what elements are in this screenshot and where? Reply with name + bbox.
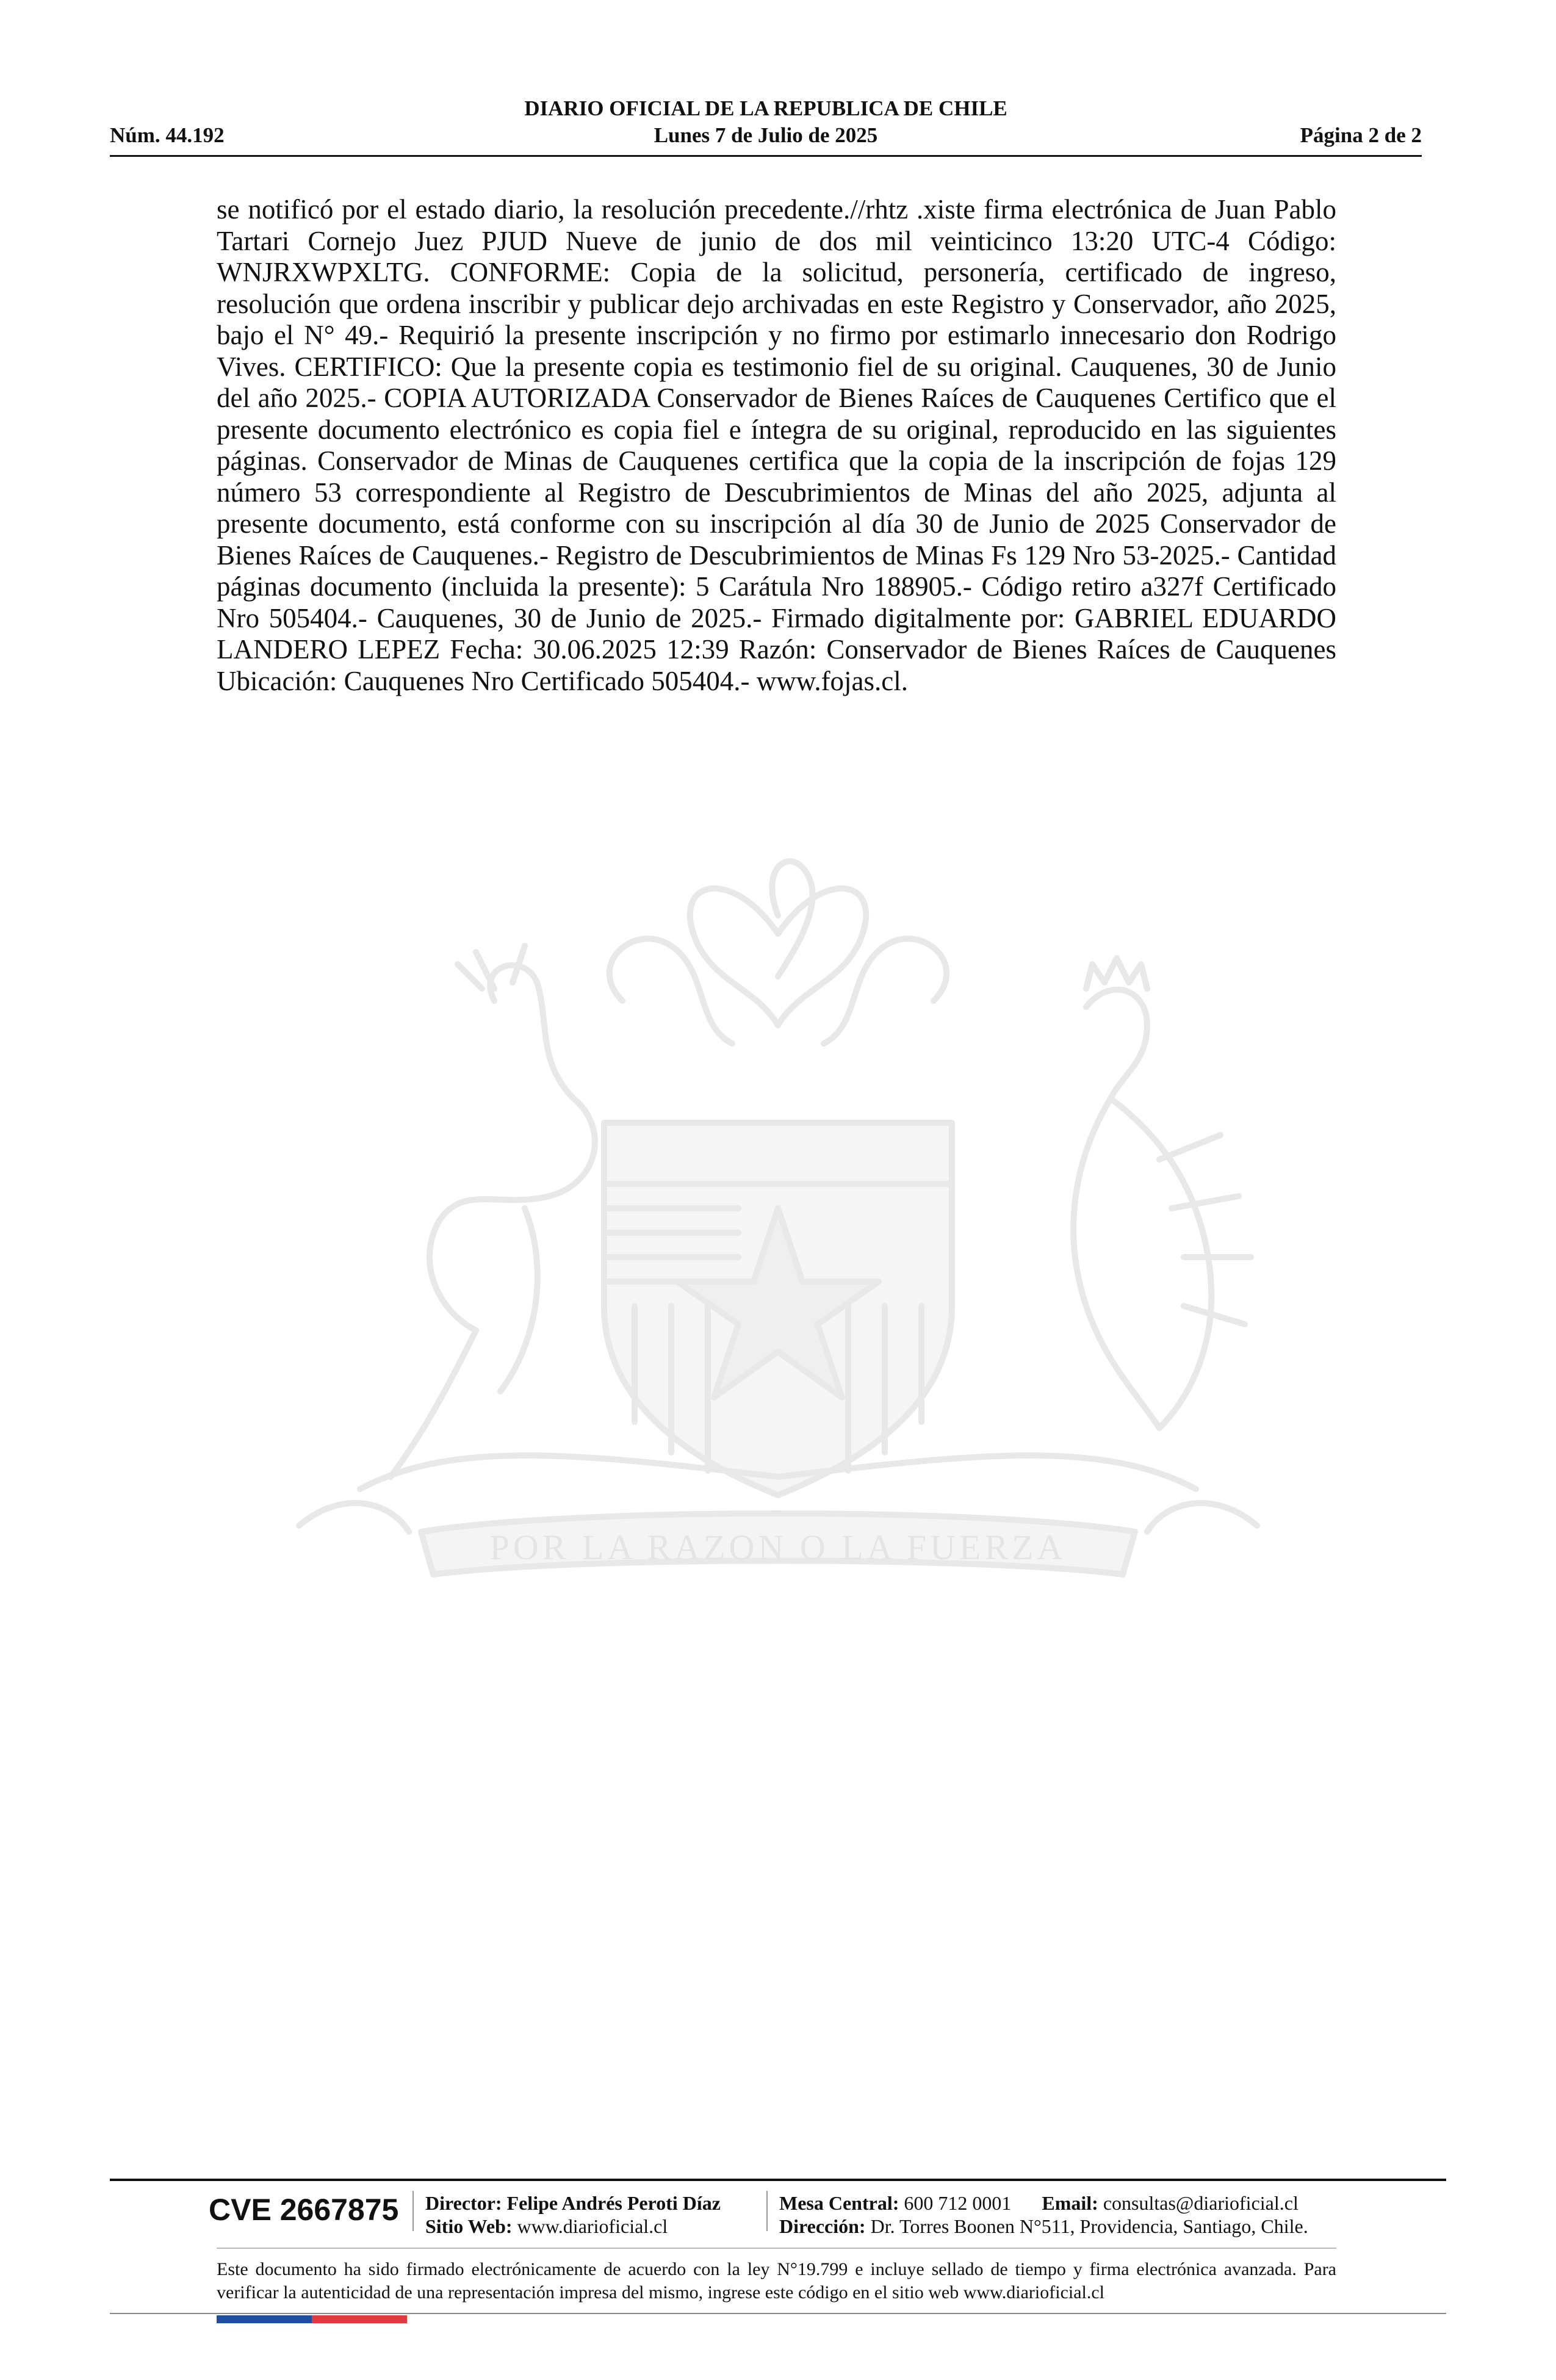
footer-director-block [425, 2191, 721, 2238]
page-indicator: Página 2 de 2 [1300, 123, 1422, 147]
footer-separator [412, 2191, 414, 2231]
flag-stripe-red [312, 2315, 407, 2323]
phone-number: 600 712 0001 [904, 2192, 1012, 2214]
newspaper-title: DIARIO OFICIAL DE LA REPUBLICA DE CHILE [524, 96, 1007, 120]
email-link[interactable]: consultas@diarioficial.cl [1103, 2192, 1298, 2214]
seal-motto: POR LA RAZON O LA FUERZA [489, 1527, 1067, 1567]
issue-date: Lunes 7 de Julio de 2025 [654, 123, 878, 147]
document-body-text: se notificó por el estado diario, la resolución precedente.//rhtz .xiste firma electrónica de Juan Pablo Tartari Cornejo Juez PJUD Nueve de junio de dos mil veinticinco 13:20 UTC-4 Código: WNJRXWPXLTG. CONFORME: Copia de la solicitud, personería, certificado de ingreso, resolución que ordena inscribir y publicar dejo archivadas en este Registro y Conservador, año 2025, bajo el N° 49.- Requirió la presente inscripción y no firmo por estimarlo innecesario don Rodrigo Vives. CERTIFICO: Que la presente copia es testimonio fiel de su original. Cauquenes, 30 de Junio del año 2025.- COPIA AUTORIZADA Conservador de Bienes Raíces de Cauquenes Certifico que el presente documento electrónico es copia fiel e íntegra de su original, reproducido en las siguientes páginas. Conservador de Minas de Cauquenes certifica que la copia de la inscripción de fojas 129 número 53 correspondiente al Registro de Descubrimientos de Minas del año 2025, adjunta al presente documento, está conforme con su inscripción al día 30 de Junio de 2025 Conservador de Bienes Raíces de Cauquenes.- Registro de Descubrimientos de Minas Fs 129 Nro 53-2025.- Cantidad páginas documento (incluida la presente): 5 Carátula Nro 188905.- Código retiro a327f Certificado Nro 505404.- Cauquenes, 30 de Junio de 2025.- Firmado digitalmente por: GABRIEL EDUARDO LANDERO LEPEZ Fecha: 30.06.2025 12:39 Razón: Conservador de Bienes Raíces de Cauquenes Ubicación: Cauquenes Nro Certificado 505404.- www.fojas.cl. [217, 194, 1336, 696]
footer-contact-block [779, 2191, 1308, 2238]
phone-label: Mesa Central: [779, 2192, 899, 2214]
footer-divider-top [110, 2179, 1446, 2181]
signature-notice: Este documento ha sido firmado electrónicamente de acuerdo con la ley N°19.799 e incluye sellado de tiempo y firma electrónica avanzada. Para verificar la autenticidad de una representación impresa del mismo, ingrese este código en el sitio web www.diarioficial.cl [217, 2259, 1336, 2302]
flag-stripe [217, 2315, 407, 2323]
address-value: Dr. Torres Boonen N°511, Providencia, Santiago, Chile. [870, 2215, 1308, 2237]
footer-divider-bottom [110, 2313, 1446, 2314]
chile-coat-of-arms-icon [207, 842, 1349, 1672]
email-label: Email: [1042, 2192, 1098, 2214]
director-name: Felipe Andrés Peroti Díaz [506, 2192, 721, 2214]
cve-code: CVE 2667875 [209, 2193, 399, 2227]
issue-number: Núm. 44.192 [110, 123, 225, 147]
footer-divider-mid [217, 2248, 1336, 2249]
website-label: Sitio Web: [425, 2215, 513, 2237]
flag-stripe-blue [217, 2315, 312, 2323]
page-header [110, 92, 1422, 159]
address-label: Dirección: [779, 2215, 866, 2237]
footer-separator [766, 2191, 768, 2231]
website-link[interactable]: www.diarioficial.cl [517, 2215, 668, 2237]
header-divider [110, 155, 1422, 157]
director-label: Director: [425, 2192, 502, 2214]
